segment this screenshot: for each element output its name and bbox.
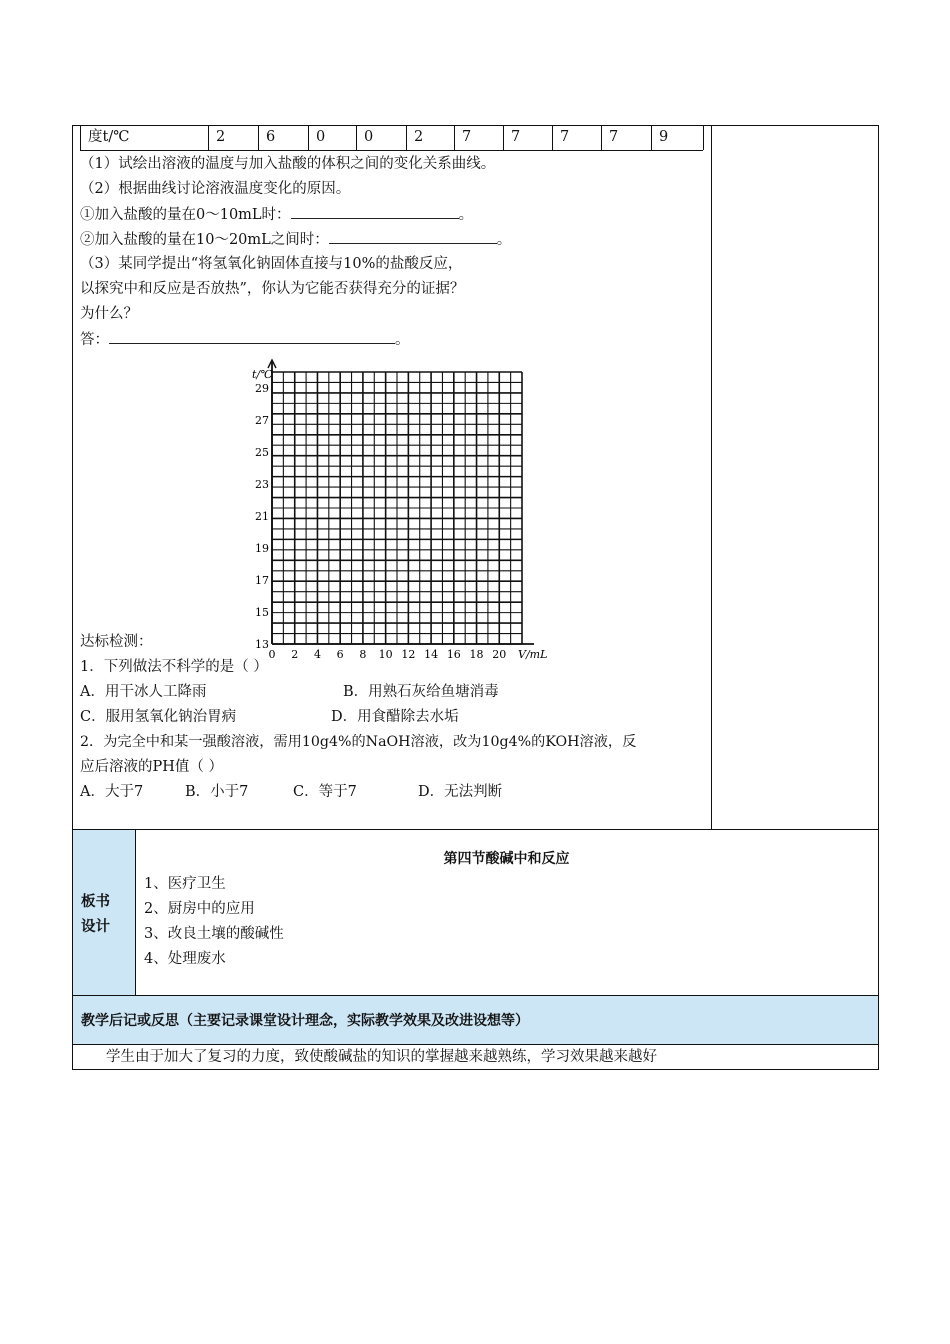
answer-blank-2b[interactable]	[329, 229, 497, 244]
question-2b	[80, 229, 511, 250]
question-3-line-1: （3）某同学提出“将氢氧化钠固体直接与10%的盐酸反应，	[80, 256, 463, 272]
test-q1-option-b: B．用熟石灰给鱼塘消毒	[343, 684, 499, 700]
data-row-cell-border	[454, 125, 455, 150]
y-tick-label: 13	[255, 638, 269, 651]
test-q1-option-a: A．用干冰人工降雨	[80, 684, 207, 700]
test-question-2-line-2: 应后溶液的PH值（ ）	[80, 759, 224, 775]
table-bottom-border	[72, 1069, 879, 1070]
test-q2-option-b: B．小于7	[185, 784, 249, 800]
right-column-divider	[711, 125, 712, 829]
question-2a-text: ①加入盐酸的量在0～10mL时：	[80, 207, 291, 223]
x-tick-label: 14	[424, 648, 439, 661]
test-q1-option-d: D．用食醋除去水垢	[331, 709, 459, 725]
data-row-bottom-border	[80, 150, 703, 151]
board-title: 第四节酸碱中和反应	[443, 851, 570, 867]
data-row-cell-border	[258, 125, 259, 150]
board-label-line-1: 板书	[81, 894, 110, 910]
question-2b-end: 。	[496, 232, 512, 248]
test-question-1: 1．下列做法不科学的是（ ）	[80, 659, 268, 675]
test-q2-option-a: A．大于7	[80, 784, 144, 800]
y-tick-label: 25	[255, 446, 269, 459]
temperature-volume-grid-chart	[250, 358, 550, 664]
answer-blank-2a[interactable]	[291, 204, 459, 219]
reflection-header-cell	[73, 996, 878, 1044]
data-row-value: 9	[659, 129, 669, 145]
test-q2-option-c: C．等于7	[293, 784, 357, 800]
answer-line	[80, 329, 410, 350]
question-2a	[80, 204, 473, 225]
data-row-label: 度t/℃	[88, 129, 130, 145]
question-2a-end: 。	[458, 207, 474, 223]
data-row-cell-border	[552, 125, 553, 150]
data-row-right-border	[703, 125, 704, 150]
data-row-cell-border	[208, 125, 209, 150]
data-row-value: 0	[364, 129, 374, 145]
data-row-cell-border	[503, 125, 504, 150]
y-tick-label: 27	[255, 414, 269, 427]
data-row-value: 2	[216, 129, 226, 145]
question-1: （1）试绘出溶液的温度与加入盐酸的体积之间的变化关系曲线。	[80, 156, 496, 172]
data-row-cell-border	[356, 125, 357, 150]
section-divider-1	[72, 829, 879, 830]
y-tick-label: 21	[255, 510, 269, 523]
y-tick-label: 17	[255, 574, 269, 587]
data-row-value: 0	[316, 129, 326, 145]
x-tick-label: 10	[378, 648, 393, 661]
x-tick-label: 4	[313, 648, 321, 661]
data-row-value: 7	[609, 129, 619, 145]
x-tick-label: 6	[336, 648, 344, 661]
data-row-value: 7	[462, 129, 472, 145]
table-right-border	[878, 125, 879, 1070]
chart-grid	[272, 372, 522, 644]
answer-blank-3[interactable]	[109, 329, 395, 344]
x-tick-label: 20	[492, 648, 507, 661]
section-divider-3	[72, 1044, 879, 1045]
x-tick-label: 12	[401, 648, 416, 661]
reflection-text: 学生由于加大了复习的力度，致使酸碱盐的知识的掌握越来越熟练，学习效果越来越好	[106, 1049, 657, 1065]
data-row-value: 7	[511, 129, 521, 145]
y-tick-label: 15	[255, 606, 269, 619]
chart-y-axis-label: t/℃	[252, 368, 273, 381]
board-item-3: 3、改良土壤的酸碱性	[144, 926, 284, 942]
chart-x-axis-label: V/mL	[518, 648, 548, 661]
question-3-line-3: 为什么？	[80, 306, 138, 322]
data-row-cell-border	[601, 125, 602, 150]
question-3-line-2: 以探究中和反应是否放热”，你认为它能否获得充分的证据？	[80, 281, 465, 297]
data-row-value: 2	[414, 129, 424, 145]
question-2b-text: ②加入盐酸的量在10～20mL之间时：	[80, 232, 329, 248]
board-design-label	[81, 890, 110, 940]
y-tick-label: 19	[255, 542, 269, 555]
x-tick-label: 18	[469, 648, 484, 661]
x-tick-label: 8	[359, 648, 367, 661]
test-heading: 达标检测：	[80, 634, 153, 650]
reflection-heading: 教学后记或反思（主要记录课堂设计理念，实际教学效果及改进设想等）	[81, 1013, 529, 1029]
board-label-line-2: 设计	[81, 919, 110, 935]
board-item-4: 4、处理废水	[144, 951, 226, 967]
board-design-label-cell	[73, 830, 135, 995]
data-row-value: 7	[560, 129, 570, 145]
x-tick-label: 2	[291, 648, 299, 661]
test-q2-option-d: D．无法判断	[418, 784, 503, 800]
test-q1-option-c: C．服用氢氧化钠治胃病	[80, 709, 237, 725]
data-row-cell-border	[651, 125, 652, 150]
data-row-cell-border	[406, 125, 407, 150]
y-tick-label: 29	[255, 382, 269, 395]
test-question-2-line-1: 2．为完全中和某一强酸溶液，需用10g4%的NaOH溶液，改为10g4%的KOH溶液，反	[80, 734, 637, 750]
y-tick-label: 23	[255, 478, 269, 491]
data-row-cell-border	[308, 125, 309, 150]
board-item-2: 2、厨房中的应用	[144, 901, 255, 917]
x-tick-label: 0	[268, 648, 276, 661]
answer-label: 答：	[80, 332, 109, 348]
temperature-data-row	[80, 125, 703, 151]
question-2: （2）根据曲线讨论溶液温度变化的原因。	[80, 181, 351, 197]
board-item-1: 1、医疗卫生	[144, 876, 226, 892]
data-row-value: 6	[266, 129, 276, 145]
x-tick-label: 16	[446, 648, 461, 661]
answer-end: 。	[395, 332, 410, 348]
